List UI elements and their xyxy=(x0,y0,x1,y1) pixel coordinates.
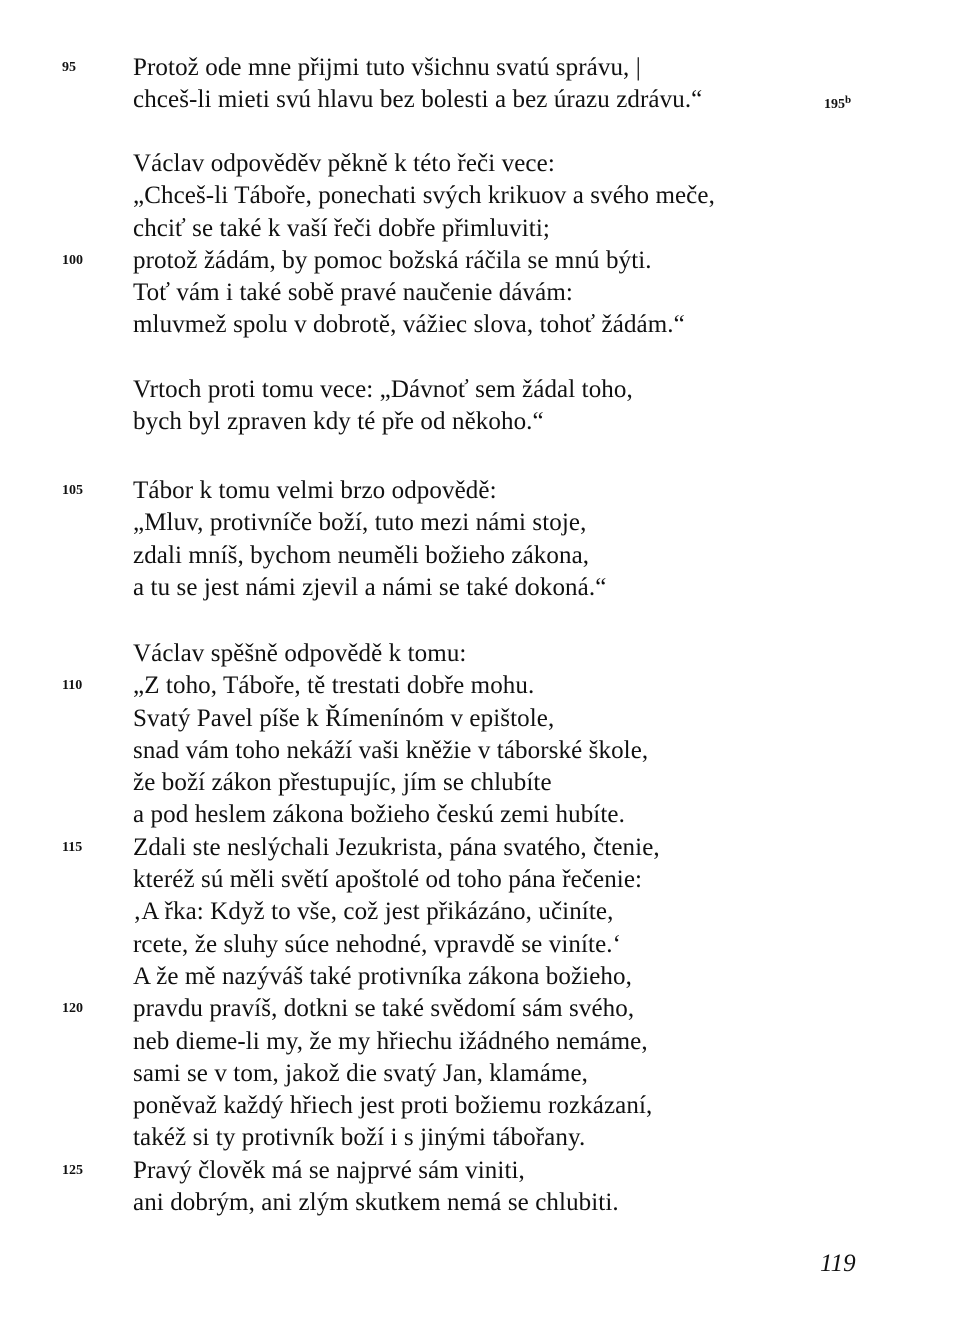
verse-line xyxy=(0,572,960,604)
verse-text: Zdali ste neslýchali Jezukrista, pána svatého, čtenie, xyxy=(133,833,660,861)
verse-text: že boží zákon přestupujíc, jím se chlubíte xyxy=(133,769,552,797)
verse-text: sami se v tom, jakož die svatý Jan, klamáme, xyxy=(133,1059,588,1087)
verse-line xyxy=(0,929,960,961)
line-number: 105 xyxy=(62,483,83,498)
verse-line xyxy=(0,832,960,864)
verse-line xyxy=(0,148,960,180)
verse-line xyxy=(0,638,960,670)
verse-text: ‚A řka: Když to vše, což jest přikázáno, učiníte, xyxy=(133,898,614,926)
verse-text: rcete, že sluhy súce nehodné, vpravdě se viníte.‘ xyxy=(133,930,622,958)
verse-text: A že mě nazýváš také protivníka zákona božieho, xyxy=(133,962,632,990)
folio-number: 195 xyxy=(824,97,845,113)
verse-text: Václav spěšně odpovědě k tomu: xyxy=(133,640,467,667)
verse-line xyxy=(0,540,960,572)
line-number: 120 xyxy=(62,1001,83,1017)
verse-line xyxy=(0,767,960,799)
stanza xyxy=(0,52,960,117)
verse-line xyxy=(0,864,960,896)
verse-line xyxy=(0,475,960,507)
verse-line xyxy=(0,735,960,767)
verse-text: bych byl zpraven kdy té pře od někoho.“ xyxy=(133,408,544,436)
verse-line xyxy=(0,277,960,309)
verse-line xyxy=(0,1122,960,1154)
verse-line xyxy=(0,703,960,735)
verse-text: chceš-li mieti svú hlavu bez bolesti a bez úrazu zdrávu.“ xyxy=(133,86,703,114)
verse-line xyxy=(0,896,960,928)
line-number: 100 xyxy=(62,252,83,268)
verse-line xyxy=(0,1026,960,1058)
verse-text: Tábor k tomu velmi brzo odpovědě: xyxy=(133,477,497,504)
verse-line xyxy=(0,961,960,993)
verse-text: „Chceš-li Tábořе, ponechati svých krikuov a svého meče, xyxy=(133,182,715,210)
verse-text: chciť se také k vaší řeči dobře přimluviti; xyxy=(133,214,550,242)
verse-text: a pod heslem zákona božieho českú zemi hubíte. xyxy=(133,801,625,829)
verse-line xyxy=(0,52,960,84)
stanza xyxy=(0,638,960,1219)
verse-text: a tu se jest námi zjevil a námi se také dokoná.“ xyxy=(133,573,607,601)
verse-text: mluvmež spolu v dobrotě, vážiec slova, tohoť žádám.“ xyxy=(133,311,685,339)
verse-line xyxy=(0,507,960,539)
page-number: 119 xyxy=(820,1250,856,1277)
verse-text: Václav odpověděv pěkně k této řeči vece: xyxy=(133,150,555,177)
verse-text: „Z toho, Tábořе, tě trestati dobře mohu. xyxy=(133,672,535,700)
verse-text: „Mluv, protivníče boží, tuto mezi námi stoje, xyxy=(133,509,587,537)
verse-line xyxy=(0,84,960,116)
verse-text: snad vám toho nekáží vaši kněžie v táborské škole, xyxy=(133,736,649,764)
verse-line xyxy=(0,993,960,1025)
line-number: 110 xyxy=(62,678,83,694)
verse-text: pravdu pravíš, dotkni se také svědomí sám svého, xyxy=(133,995,635,1023)
verse-text: Toť vám i také sobě pravé naučenie dávám: xyxy=(133,279,573,307)
verse-text: neb dieme-li my, že my hřiechu ižádného nemáme, xyxy=(133,1027,648,1055)
verse-text: ani dobrým, ani zlým skutkem nemá se chlubiti. xyxy=(133,1189,619,1217)
verse-line xyxy=(0,374,960,406)
line-number: 95 xyxy=(62,60,76,75)
verse-line xyxy=(0,670,960,702)
verse-text: Pravý člověk má se najprvé sám viniti, xyxy=(133,1156,525,1184)
verse-text: zdali mníš, bychom neuměli božieho zákona, xyxy=(133,541,590,569)
verse-text: Protož ode mne přijmi tuto všichnu svatú správu, | xyxy=(133,54,641,81)
verse-line xyxy=(0,1187,960,1219)
line-number: 115 xyxy=(62,839,83,855)
verse-line xyxy=(0,1155,960,1187)
verse-text: kteréž sú měli světí apoštolé od toho pána řečenie: xyxy=(133,866,643,894)
verse-text: poněvaž každý hřiech jest proti božiemu rozkázaní, xyxy=(133,1092,653,1120)
verse-text: Svatý Pavel píše k Římenínóm v epištole, xyxy=(133,704,555,732)
verse-text: Vrtoch proti tomu vece: „Dávnoť sem žádal toho, xyxy=(133,376,633,403)
folio-side: b xyxy=(845,94,852,107)
folio-reference xyxy=(824,84,851,121)
verse-line xyxy=(0,180,960,212)
verse-line xyxy=(0,309,960,341)
verse-line xyxy=(0,1058,960,1090)
stanza xyxy=(0,475,960,604)
verse-text: takéž si ty protivník boží i s jinými tábořany. xyxy=(133,1124,586,1152)
line-number: 125 xyxy=(62,1162,83,1178)
stanza xyxy=(0,148,960,342)
verse-line xyxy=(0,799,960,831)
verse-line xyxy=(0,1090,960,1122)
stanza xyxy=(0,374,960,439)
verse-line xyxy=(0,406,960,438)
verse-line xyxy=(0,213,960,245)
verse-line xyxy=(0,245,960,277)
verse-text: protož žádám, by pomoc božská ráčila se mnú býti. xyxy=(133,246,652,274)
